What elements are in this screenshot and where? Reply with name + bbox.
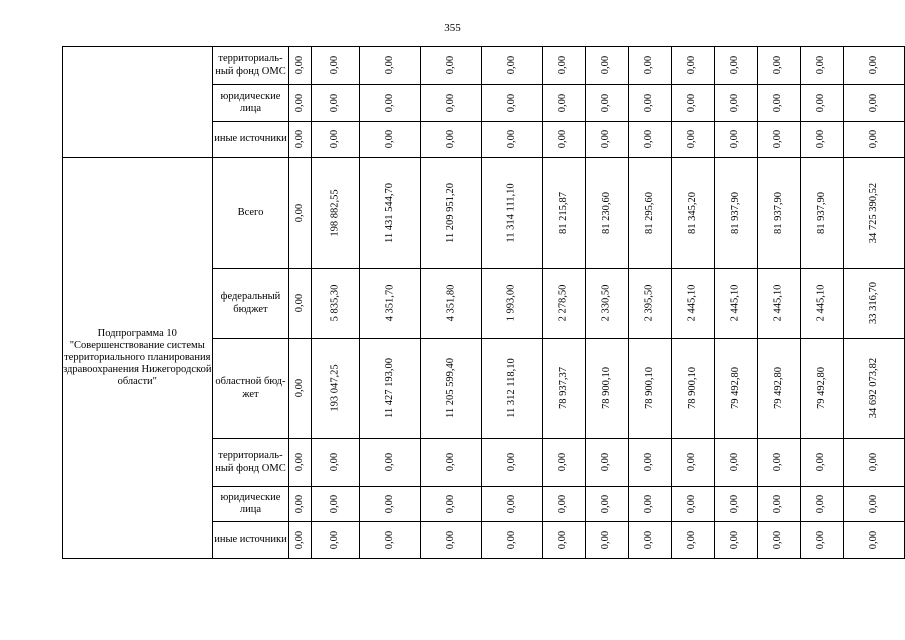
value-cell	[542, 122, 585, 158]
value-cell	[420, 339, 481, 439]
value-cell	[843, 85, 904, 122]
value-cell	[311, 158, 359, 269]
value-cell	[481, 522, 542, 559]
value-text: 0,00	[383, 56, 395, 75]
value-cell	[542, 439, 585, 487]
table-row	[63, 158, 905, 269]
value-text: 0,00	[294, 379, 306, 398]
value-cell	[628, 487, 671, 522]
value-cell	[481, 269, 542, 339]
value-text: 0,00	[557, 130, 569, 149]
value-text: 0,00	[867, 56, 879, 75]
value-cell	[757, 158, 800, 269]
value-cell	[800, 339, 843, 439]
value-text: 0,00	[294, 93, 306, 113]
value-cell	[359, 158, 420, 269]
value-cell	[420, 439, 481, 487]
value-cell	[289, 339, 311, 439]
value-text: 0,00	[557, 530, 569, 550]
funding-source-cell: иные источники	[212, 122, 289, 158]
value-text: 0,00	[867, 453, 879, 472]
value-cell	[714, 339, 757, 439]
value-cell	[757, 522, 800, 559]
value-text: 0,00	[643, 130, 655, 149]
value-cell	[420, 158, 481, 269]
value-text: 0,00	[867, 93, 879, 113]
value-text: 0,00	[505, 93, 517, 113]
value-cell	[311, 47, 359, 85]
value-text: 34 725 390,52	[867, 182, 879, 244]
value-cell	[542, 339, 585, 439]
value-text: 0,00	[815, 494, 827, 514]
value-cell	[628, 339, 671, 439]
value-text: 81 215,87	[557, 192, 569, 234]
value-text: 0,00	[772, 530, 784, 550]
value-cell	[843, 122, 904, 158]
value-cell	[714, 487, 757, 522]
value-text: 81 345,20	[686, 192, 698, 234]
subprogram-title-cell: Подпрограмма 10 "Совершенствование системы территориального планирования здравоохранения Нижегородской области"	[63, 158, 213, 559]
value-cell	[585, 122, 628, 158]
value-cell	[289, 85, 311, 122]
value-text: 0,00	[867, 530, 879, 550]
value-cell	[359, 122, 420, 158]
value-text: 0,00	[505, 130, 517, 149]
value-cell	[359, 269, 420, 339]
value-cell	[628, 158, 671, 269]
value-text: 0,00	[643, 453, 655, 472]
value-cell	[311, 122, 359, 158]
value-cell	[714, 122, 757, 158]
value-text: 0,00	[329, 93, 341, 113]
value-text: 0,00	[729, 530, 741, 550]
value-text: 2 395,50	[643, 285, 655, 322]
value-text: 81 937,90	[815, 192, 827, 234]
value-cell	[481, 47, 542, 85]
value-text: 0,00	[600, 130, 612, 149]
value-text: 4 351,70	[383, 285, 395, 322]
value-cell	[800, 47, 843, 85]
value-cell	[289, 122, 311, 158]
value-text: 0,00	[815, 130, 827, 149]
value-text: 0,00	[329, 530, 341, 550]
value-cell	[843, 339, 904, 439]
value-text: 0,00	[729, 453, 741, 472]
value-cell	[289, 522, 311, 559]
value-cell	[585, 439, 628, 487]
value-text: 0,00	[557, 453, 569, 472]
empty-title-cell	[63, 47, 213, 158]
value-text: 0,00	[815, 56, 827, 75]
value-text: 0,00	[686, 494, 698, 514]
value-text: 0,00	[329, 494, 341, 514]
value-text: 0,00	[557, 93, 569, 113]
value-cell	[585, 158, 628, 269]
value-cell	[585, 85, 628, 122]
value-cell	[359, 487, 420, 522]
value-text: 0,00	[643, 93, 655, 113]
value-cell	[714, 439, 757, 487]
value-text: 0,00	[772, 130, 784, 149]
value-cell	[359, 439, 420, 487]
value-text: 0,00	[729, 93, 741, 113]
value-cell	[542, 522, 585, 559]
value-text: 79 492,80	[729, 367, 741, 410]
value-cell	[757, 487, 800, 522]
value-cell	[671, 47, 714, 85]
value-text: 0,00	[815, 93, 827, 113]
funding-source-cell: юридические лица	[212, 85, 289, 122]
value-text: 0,00	[329, 453, 341, 472]
value-cell	[289, 487, 311, 522]
value-text: 11 205 599,40	[444, 358, 456, 419]
value-cell	[289, 269, 311, 339]
value-text: 0,00	[444, 93, 456, 113]
value-text: 0,00	[867, 130, 879, 149]
value-cell	[843, 158, 904, 269]
value-cell	[714, 158, 757, 269]
value-text: 81 230,60	[600, 192, 612, 234]
value-cell	[585, 269, 628, 339]
value-text: 0,00	[600, 494, 612, 514]
value-text: 78 900,10	[643, 367, 655, 410]
value-text: 0,00	[294, 294, 306, 313]
value-text: 0,00	[772, 56, 784, 75]
value-text: 0,00	[383, 494, 395, 514]
value-text: 81 295,60	[643, 192, 655, 234]
value-text: 0,00	[815, 530, 827, 550]
value-cell	[714, 269, 757, 339]
value-cell	[671, 269, 714, 339]
value-text: 79 492,80	[772, 367, 784, 410]
value-cell	[311, 269, 359, 339]
value-text: 0,00	[294, 453, 306, 472]
value-text: 0,00	[772, 93, 784, 113]
value-cell	[628, 269, 671, 339]
value-cell	[714, 85, 757, 122]
value-text: 0,00	[383, 130, 395, 149]
value-cell	[289, 47, 311, 85]
value-text: 0,00	[505, 56, 517, 75]
value-cell	[628, 47, 671, 85]
value-cell	[757, 269, 800, 339]
value-text: 0,00	[600, 93, 612, 113]
value-cell	[420, 85, 481, 122]
value-cell	[311, 439, 359, 487]
value-cell	[585, 487, 628, 522]
value-cell	[420, 47, 481, 85]
value-cell	[671, 85, 714, 122]
value-cell	[481, 85, 542, 122]
page-number: 355	[444, 22, 461, 34]
value-text: 0,00	[686, 530, 698, 550]
value-text: 0,00	[383, 530, 395, 550]
value-text: 34 692 073,82	[867, 358, 879, 419]
value-text: 0,00	[600, 56, 612, 75]
funding-source-cell: областной бюд-жет	[212, 339, 289, 439]
value-text: 0,00	[686, 130, 698, 149]
value-text: 0,00	[729, 130, 741, 149]
value-cell	[359, 339, 420, 439]
value-text: 11 431 544,70	[383, 183, 395, 243]
value-cell	[671, 339, 714, 439]
value-text: 0,00	[772, 453, 784, 472]
value-text: 0,00	[444, 494, 456, 514]
value-text: 0,00	[505, 530, 517, 550]
funding-source-cell: территориаль-ный фонд ОМС	[212, 439, 289, 487]
value-cell	[671, 158, 714, 269]
value-cell	[800, 269, 843, 339]
value-cell	[481, 122, 542, 158]
value-text: 0,00	[686, 453, 698, 472]
value-cell	[843, 522, 904, 559]
value-text: 0,00	[686, 56, 698, 75]
budget-table	[62, 46, 905, 559]
value-text: 0,00	[383, 453, 395, 472]
funding-source-cell: федеральный бюджет	[212, 269, 289, 339]
funding-source-cell: Всего	[212, 158, 289, 269]
value-cell	[542, 158, 585, 269]
value-text: 0,00	[294, 203, 306, 223]
value-cell	[542, 487, 585, 522]
value-cell	[420, 522, 481, 559]
value-text: 11 209 951,20	[444, 183, 456, 243]
value-cell	[359, 522, 420, 559]
value-text: 2 445,10	[686, 285, 698, 322]
value-text: 198 882,55	[329, 189, 341, 237]
value-cell	[714, 522, 757, 559]
value-cell	[542, 85, 585, 122]
value-text: 0,00	[600, 530, 612, 550]
value-text: 0,00	[505, 453, 517, 472]
value-text: 5 835,30	[329, 285, 341, 322]
value-cell	[311, 487, 359, 522]
value-text: 0,00	[772, 494, 784, 514]
value-text: 0,00	[729, 56, 741, 75]
value-text: 0,00	[383, 93, 395, 113]
value-cell	[628, 122, 671, 158]
value-text: 0,00	[600, 453, 612, 472]
value-text: 11 427 193,00	[383, 358, 395, 419]
value-text: 81 937,90	[772, 192, 784, 234]
value-text: 78 900,10	[600, 367, 612, 410]
value-cell	[757, 85, 800, 122]
value-cell	[671, 522, 714, 559]
value-text: 33 316,70	[867, 282, 879, 325]
value-cell	[843, 47, 904, 85]
value-text: 0,00	[444, 130, 456, 149]
table-row	[63, 47, 905, 85]
value-text: 79 492,80	[815, 367, 827, 410]
value-cell	[843, 487, 904, 522]
value-text: 0,00	[294, 494, 306, 514]
value-text: 0,00	[329, 56, 341, 75]
value-text: 0,00	[867, 494, 879, 514]
value-cell	[420, 122, 481, 158]
value-cell	[481, 487, 542, 522]
funding-source-cell: юридические лица	[212, 487, 289, 522]
value-cell	[289, 439, 311, 487]
value-text: 0,00	[643, 530, 655, 550]
value-cell	[542, 269, 585, 339]
value-text: 0,00	[686, 93, 698, 113]
value-text: 11 314 111,10	[505, 183, 517, 243]
value-cell	[800, 522, 843, 559]
value-text: 2 445,10	[729, 285, 741, 322]
value-cell	[671, 487, 714, 522]
value-cell	[800, 85, 843, 122]
value-cell	[671, 439, 714, 487]
value-text: 0,00	[815, 453, 827, 472]
value-cell	[628, 439, 671, 487]
value-cell	[757, 439, 800, 487]
value-cell	[481, 439, 542, 487]
value-text: 78 937,37	[557, 367, 569, 410]
funding-source-cell: территориаль-ный фонд ОМС	[212, 47, 289, 85]
value-cell	[481, 158, 542, 269]
value-cell	[359, 85, 420, 122]
value-cell	[311, 339, 359, 439]
value-text: 0,00	[294, 530, 306, 550]
value-text: 0,00	[294, 130, 306, 149]
value-cell	[757, 47, 800, 85]
value-text: 0,00	[557, 494, 569, 514]
value-cell	[757, 122, 800, 158]
value-cell	[628, 85, 671, 122]
value-cell	[628, 522, 671, 559]
value-text: 0,00	[643, 56, 655, 75]
value-text: 0,00	[505, 494, 517, 514]
value-cell	[311, 522, 359, 559]
value-text: 4 351,80	[444, 285, 456, 322]
value-text: 2 445,10	[772, 285, 784, 322]
value-text: 2 445,10	[815, 285, 827, 322]
value-cell	[481, 339, 542, 439]
value-cell	[311, 85, 359, 122]
value-text: 81 937,90	[729, 192, 741, 234]
value-cell	[359, 47, 420, 85]
value-text: 0,00	[444, 56, 456, 75]
value-cell	[800, 122, 843, 158]
value-cell	[585, 522, 628, 559]
value-text: 0,00	[729, 494, 741, 514]
value-cell	[542, 47, 585, 85]
value-text: 0,00	[294, 56, 306, 75]
value-cell	[420, 487, 481, 522]
value-text: 11 312 118,10	[505, 358, 517, 419]
value-cell	[289, 158, 311, 269]
value-cell	[714, 47, 757, 85]
value-text: 2 330,50	[600, 285, 612, 322]
value-text: 0,00	[329, 130, 341, 149]
value-text: 78 900,10	[686, 367, 698, 410]
value-text: 193 047,25	[329, 364, 341, 413]
value-cell	[843, 269, 904, 339]
value-cell	[585, 339, 628, 439]
value-cell	[757, 339, 800, 439]
value-cell	[800, 439, 843, 487]
funding-source-cell: иные источники	[212, 522, 289, 559]
value-cell	[585, 47, 628, 85]
value-cell	[800, 487, 843, 522]
value-text: 0,00	[444, 453, 456, 472]
value-cell	[843, 439, 904, 487]
value-text: 2 278,50	[557, 285, 569, 322]
value-text: 0,00	[557, 56, 569, 75]
value-text: 1 993,00	[505, 285, 517, 322]
value-cell	[671, 122, 714, 158]
value-text: 0,00	[643, 494, 655, 514]
value-text: 0,00	[444, 530, 456, 550]
value-cell	[420, 269, 481, 339]
value-cell	[800, 158, 843, 269]
